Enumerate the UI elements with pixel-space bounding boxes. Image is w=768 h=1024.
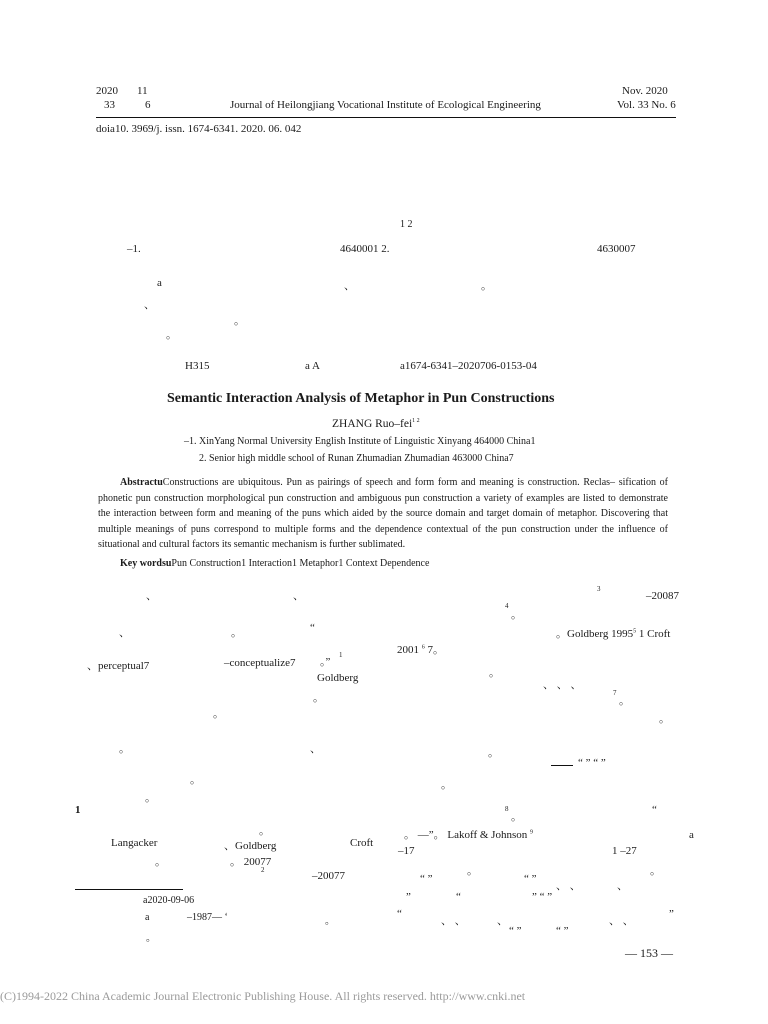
body-right-mark: 、 、 、 <box>543 679 582 691</box>
body-right-quotes: “ ” <box>420 873 433 885</box>
body-right-quotes: “ ” <box>509 925 522 937</box>
body-left-sup: 2 <box>261 866 265 874</box>
cn-abstract-dun1: 、 <box>344 280 355 292</box>
body-right-dash-rule <box>551 765 573 766</box>
cn-abstract-a: a <box>157 277 162 289</box>
body-right-sup: 6 <box>421 644 425 651</box>
body-right-text: 1 –27 <box>612 845 637 857</box>
cn-affiliation-c: 4630007 <box>597 243 636 255</box>
body-left-mark: 。 <box>155 856 166 868</box>
author-name-en <box>332 418 420 430</box>
body-right-mark: 。 <box>511 811 522 823</box>
body-right-text-part: 。 —”。 Lakoff & Johnson <box>404 829 528 841</box>
body-left-text: 、Goldberg <box>224 840 277 852</box>
body-left-mark: 、 <box>293 590 304 602</box>
footnote-author: a <box>145 912 150 923</box>
body-right-mark: 。 <box>489 667 500 679</box>
abstract-en <box>98 475 668 553</box>
body-right-quotes: “ ” <box>524 873 537 885</box>
body-right-text-part: 1 Croft <box>638 628 671 640</box>
body-left-sup: 1 <box>339 651 343 659</box>
body-right-text-part: 7。 <box>427 644 444 656</box>
body-left-mark: 。 <box>231 627 242 639</box>
body-right-text-part: 。Goldberg 1995 <box>556 628 634 640</box>
body-left-text: Croft <box>350 837 374 849</box>
body-right-sup: 3 <box>597 585 601 593</box>
keywords-en <box>120 558 429 569</box>
cn-abstract-ju1: 。 <box>481 280 492 292</box>
body-left-mark: 。 <box>213 708 224 720</box>
doi-line: doia10. 3969/j. issn. 1674-6341. 2020. 06. 042 <box>96 123 302 135</box>
body-right-mark: 。 <box>511 609 522 621</box>
body-left-mark: 。 <box>259 825 270 837</box>
body-left-mark: 。 <box>119 743 130 755</box>
body-left-mark: 、 <box>310 743 321 755</box>
body-right-text <box>397 641 444 657</box>
body-right-mark: 、 、 <box>556 880 581 892</box>
cn-abstract-ju2: 。 <box>234 315 245 327</box>
body-right-mark: 。 <box>650 865 661 877</box>
body-right-quotes: “ ” “ ” <box>578 757 606 769</box>
body-right-sup: 4 <box>505 602 509 610</box>
affiliation-2-en: 2. Senior high middle school of Runan Zhumadian Zhumadian 463000 China7 <box>199 453 514 464</box>
header-date-right: Nov. 2020 <box>622 85 668 97</box>
section-heading-number: 1 <box>75 804 81 816</box>
header-journal-name: Journal of Heilongjiang Vocational Institute of Ecological Engineering <box>230 99 541 111</box>
body-right-sup: 9 <box>529 829 533 836</box>
cn-affiliation-b: 4640001 2. <box>340 243 390 255</box>
body-right-quotes: ” <box>669 908 674 920</box>
body-right-sup: 5 <box>633 628 637 635</box>
body-right-mark: 、 <box>497 915 508 927</box>
copyright-footer: (C)1994-2022 China Academic Journal Electronic Publishing House. All rights reserved. http://www.cnki.net <box>0 989 526 1003</box>
affiliation-1-en: –1. XinYang Normal University English Institute of Linguistic Xinyang 464000 China1 <box>184 436 536 447</box>
body-right-text <box>556 625 670 641</box>
body-left-text: 、perceptual7 <box>87 660 150 672</box>
body-right-sup: 8 <box>505 805 509 813</box>
cn-article-number: a1674-6341–2020706-0153-04 <box>400 360 537 372</box>
abstract-text: Constructions are ubiquitous. Pun as pairings of speech and form form and meaning is construction. Reclas– sification of phonetic pun construction morphological pun construction and ambiguous pun construction a variety of examples are listed to demonstrate the interaction between form and meaning of the puns which aided by the source domain and target domain of metaphor. Discovering that multiple meanings of puns correspond to multiple forms and the dependence contextual of the pun construction under the influence of situational and cultural factors its semantic mechanism is further sublimated. <box>98 477 668 550</box>
body-left-mark: 、 <box>119 627 130 639</box>
body-right-quotes: ” <box>406 891 411 903</box>
body-left-mark: “ <box>310 622 315 634</box>
body-right-sup: 7 <box>613 689 617 697</box>
body-right-mark: “ <box>652 804 657 816</box>
body-left-text: Goldberg <box>317 672 359 684</box>
cn-clc-number: H315 <box>185 360 210 372</box>
body-right-quotes: “ <box>456 891 461 903</box>
body-right-text: –17 <box>398 845 415 857</box>
header-month-left: 11 <box>137 85 148 97</box>
body-right-mark: 。 <box>441 779 452 791</box>
body-left-mark: 。 <box>190 774 201 786</box>
cn-abstract-ju3: 。 <box>166 329 177 341</box>
body-right-quotes: ” “ ” <box>532 891 553 903</box>
body-left-mark: 。” <box>320 656 331 668</box>
body-right-mark: 。 <box>659 713 670 725</box>
keywords-label: Key wordsu <box>120 558 172 569</box>
footnote-mark: 。 <box>146 933 156 944</box>
body-right-quotes: “ ” <box>556 925 569 937</box>
body-right-mark: 。 <box>467 865 478 877</box>
author-name-text: ZHANG Ruo–fei <box>332 418 413 430</box>
body-left-text: –conceptualize7 <box>224 657 296 669</box>
footnote-rule <box>75 889 183 890</box>
cn-abstract-dun2: 、 <box>144 299 155 311</box>
body-right-mark: 。 <box>488 747 499 759</box>
footnote-received: a2020-09-06 <box>143 895 195 906</box>
page-number: — 153 — <box>625 946 673 960</box>
body-left-mark: 。 <box>313 692 324 704</box>
body-left-mark: 。 <box>145 792 156 804</box>
footnote-author: –1987— ‘ <box>187 912 228 923</box>
body-right-text: –20087 <box>646 590 679 602</box>
author-sup: 1 2 <box>412 418 420 425</box>
body-right-quotes: “ <box>397 908 402 920</box>
cn-author-sup: 1 2 <box>400 219 413 230</box>
body-right-text: a <box>689 829 694 841</box>
body-left-text: Langacker <box>111 837 158 849</box>
body-right-mark: 、 <box>617 880 628 892</box>
body-right-mark: 、 、 <box>609 915 634 927</box>
abstract-label: Abstractu <box>120 477 163 488</box>
body-right-text-part: 2001 <box>397 644 419 656</box>
body-left-mark: 、 <box>146 590 157 602</box>
body-right-mark: 。 <box>619 695 630 707</box>
body-right-text <box>404 826 533 842</box>
header-rule <box>96 117 676 118</box>
cn-document-code: a A <box>305 360 320 372</box>
body-left-text: –20077 <box>312 870 345 882</box>
header-volume-left: 33 <box>104 99 115 111</box>
body-right-mark: 、 、 <box>441 915 466 927</box>
paper-title-en: Semantic Interaction Analysis of Metaphor in Pun Constructions <box>167 391 555 406</box>
footnote-author: 。 <box>325 916 335 927</box>
cn-affiliation-a: –1. <box>127 243 141 255</box>
keywords-text: Pun Construction1 Interaction1 Metaphor1 Context Dependence <box>171 558 430 569</box>
header-year-left: 2020 <box>96 85 118 97</box>
header-issue-left: 6 <box>145 99 151 111</box>
header-volume-right: Vol. 33 No. 6 <box>617 99 676 111</box>
body-left-text: 。 20077 <box>230 856 272 868</box>
